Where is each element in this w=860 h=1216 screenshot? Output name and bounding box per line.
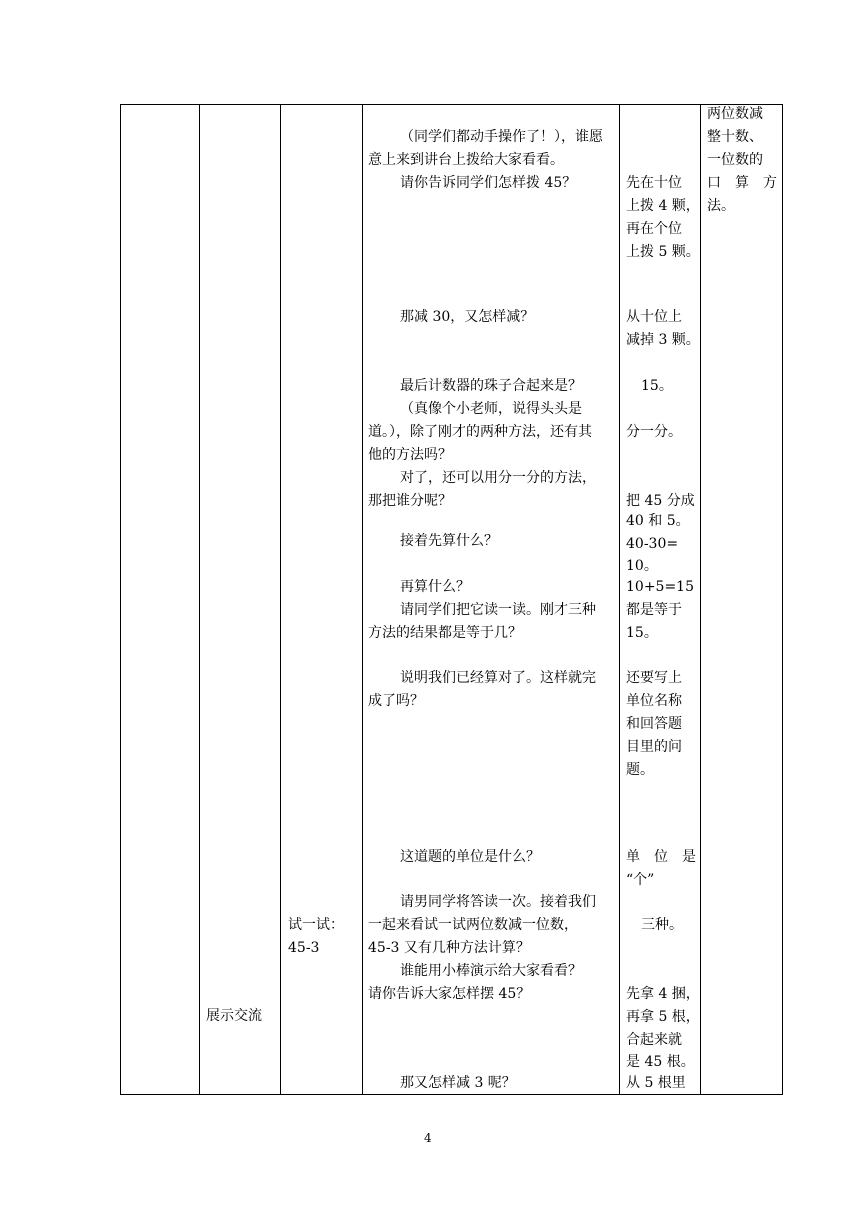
goal-line: 法。 <box>707 198 735 214</box>
table-column-stage <box>199 104 281 1095</box>
teacher-line: 他的方法吗？ <box>368 447 452 463</box>
teacher-line: 谁能用小棒演示给大家看看？ <box>400 963 582 979</box>
teacher-line: 45-3 又有几种方法计算？ <box>368 940 530 956</box>
teacher-line: 请你告诉同学们怎样拨 45？ <box>400 175 577 191</box>
student-line: 40 和 5。 <box>626 513 690 529</box>
student-line: 是 45 根。 <box>626 1054 695 1070</box>
teacher-line: 这道题的单位是什么？ <box>400 849 540 865</box>
student-line: 单位名称 <box>626 693 682 709</box>
student-line: 从 5 根里 <box>626 1075 686 1091</box>
teacher-line: 那又怎样减 3 呢？ <box>400 1075 516 1091</box>
student-line: “个” <box>626 872 655 888</box>
teacher-line: 那减 30，又怎样减？ <box>400 309 535 325</box>
teacher-line: 方法的结果都是等于几？ <box>368 625 522 641</box>
student-line: 都是等于 <box>626 602 682 618</box>
student-line: 从十位上 <box>626 309 682 325</box>
student-line: 目里的问 <box>626 739 682 755</box>
student-line: 题。 <box>626 762 654 778</box>
goal-line: 整十数、 <box>707 129 763 145</box>
student-line: 15。 <box>626 625 658 641</box>
student-line: 15。 <box>641 378 673 394</box>
teacher-line: 那把谁分呢？ <box>368 493 452 509</box>
teacher-line: 道。），除了刚才的两种方法，还有其 <box>368 424 592 440</box>
teacher-line: 意上来到讲台上拨给大家看看。 <box>368 152 564 168</box>
student-line: 先拿 4 捆， <box>626 986 700 1002</box>
student-line: 10+5=15 <box>626 579 694 595</box>
teacher-line: 最后计数器的珠子合起来是？ <box>400 378 582 394</box>
student-line: 单 位 是 <box>626 849 696 865</box>
student-line: 再拿 5 根， <box>626 1009 700 1025</box>
goal-line: 一位数的 <box>707 152 763 168</box>
table-column-goal <box>700 104 783 1095</box>
student-line: 三种。 <box>641 917 683 933</box>
student-line: 上拨 4 颗， <box>626 198 700 214</box>
goal-line: 两位数减 <box>707 106 763 122</box>
student-line: 先在十位 <box>626 175 682 191</box>
stage-label: 展示交流 <box>206 1008 262 1024</box>
student-line: 分一分。 <box>626 424 682 440</box>
teacher-line: 再算什么？ <box>400 579 470 595</box>
teacher-line: 对了，还可以用分一分的方法， <box>400 470 596 486</box>
teacher-line: 说明我们已经算对了。这样就完 <box>400 670 596 686</box>
teacher-line: 请男同学将答读一次。接着我们 <box>400 894 596 910</box>
student-line: 和回答题 <box>626 716 682 732</box>
goal-line: 口 算 方 <box>707 175 777 191</box>
teacher-line: 接着先算什么？ <box>400 533 498 549</box>
activity-line: 试一试： <box>288 917 344 933</box>
teacher-line: 一起来看试一试两位数减一位数， <box>368 917 578 933</box>
student-line: 减掉 3 颗。 <box>626 332 700 348</box>
teacher-line: 请同学们把它读一读。刚才三种 <box>400 602 596 618</box>
student-line: 40-30= <box>626 536 679 552</box>
student-line: 上拨 5 颗。 <box>626 244 700 260</box>
teacher-line: （真像个小老师，说得头头是 <box>400 401 582 417</box>
page-number: 4 <box>424 1131 432 1145</box>
teacher-line: （同学们都动手操作了！），谁愿 <box>400 129 603 145</box>
student-line: 还要写上 <box>626 670 682 686</box>
teacher-line: 请你告诉大家怎样摆 45？ <box>368 986 531 1002</box>
activity-line: 45-3 <box>288 940 320 956</box>
student-line: 10。 <box>626 558 658 574</box>
teacher-line: 成了吗？ <box>368 693 424 709</box>
table-column-1 <box>120 104 200 1095</box>
student-line: 再在个位 <box>626 221 682 237</box>
student-line: 合起来就 <box>626 1032 682 1048</box>
student-line: 把 45 分成 <box>626 493 695 509</box>
